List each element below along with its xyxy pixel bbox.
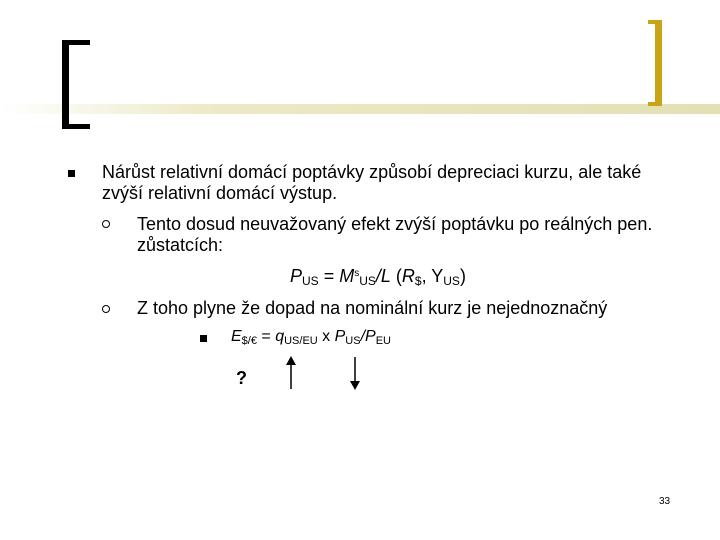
arrow-down-icon <box>346 356 364 390</box>
right-bracket-top <box>648 20 662 24</box>
question-mark: ? <box>236 368 247 388</box>
right-bracket-bottom <box>648 102 662 106</box>
main-bullet-text: Nárůst relativní domácí poptávky způsobí depreciaci kurzu, ale také zvýší relativní domácí výstup. <box>102 162 642 203</box>
left-bracket-top <box>62 40 90 45</box>
page-number: 33 <box>659 496 671 507</box>
decorative-band <box>0 104 720 114</box>
money-demand-equation: $P_{US} = M^s_{US}/L$ ($R_{\$}$, $Y_{US}$) <box>290 266 466 288</box>
sub-bullet-1-text: Tento dosud neuvažovaný efekt zvýší poptávku po reálných pen. zůstatcích: <box>137 214 653 255</box>
arrow-up-icon <box>282 356 300 390</box>
sub-bullet-2-text: Z toho plyne že dopad na nominální kurz je nejednoznačný <box>137 298 608 318</box>
ring-bullet-icon <box>102 305 110 313</box>
square-bullet-icon <box>200 335 207 342</box>
right-bracket <box>655 20 662 106</box>
square-bullet-icon <box>68 170 75 177</box>
left-bracket <box>62 40 69 129</box>
left-bracket-bottom <box>62 124 90 129</box>
exchange-rate-equation: $E_{\$/€} = q_{US/EU}$ x $P_{US}/P_{EU}$ <box>231 328 391 347</box>
ring-bullet-icon <box>102 220 110 228</box>
